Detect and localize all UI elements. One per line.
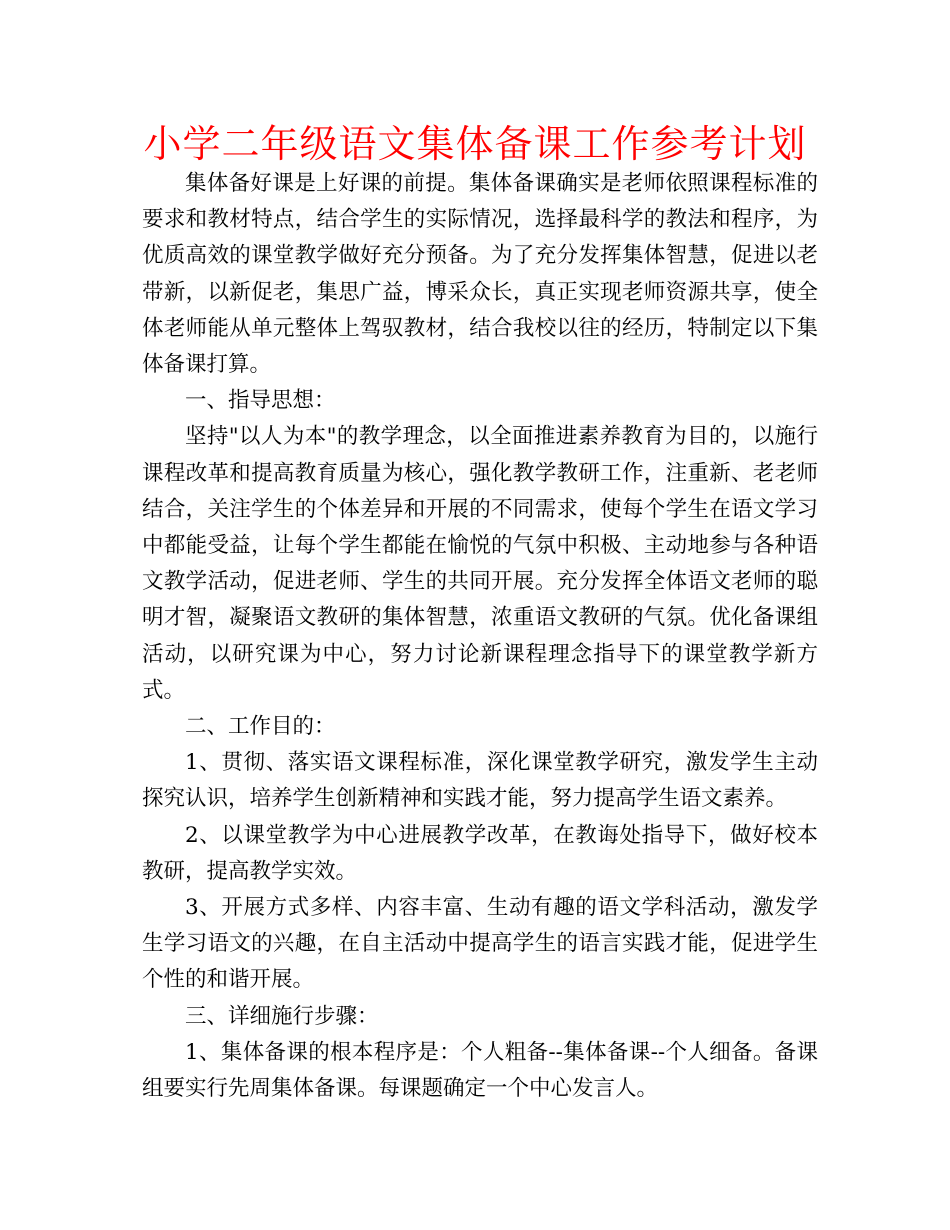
document-title: 小学二年级语文集体备课工作参考计划 xyxy=(143,122,807,166)
paragraph-intro: 集体备好课是上好课的前提。集体备课确实是老师依照课程标准的要求和教材特点，结合学生的实际情况，选择最科学的教法和程序，为优质高效的课堂教学做好充分预备。为了充分发挥集体智慧，促进以老带新，以新促老，集思广益，博采众长，真正实现老师资源共享，使全体老师能从单元整体上驾驭教材，结合我校以往的经历，特制定以下集体备课打算。 xyxy=(142,171,818,378)
paragraph-guiding-thought: 坚持"以人为本"的教学理念，以全面推进素养教育为目的，以施行课程改革和提高教育质量为核心，强化教学教研工作，注重新、老老师结合，关注学生的个体差异和开展的不同需求，使每个学生在语文学习中都能受益，让每个学生都能在愉悦的气氛中积极、主动地参与各种语文教学活动，促进老师、学生的共同开展。充分发挥全体语文老师的聪明才智，凝聚语文教研的集体智慧，浓重语文教研的气氛。优化备课组活动，以研究课为中心，努力讨论新课程理念指导下的课堂教学新方式。 xyxy=(142,424,818,703)
heading-work-goals: 二、工作目的： xyxy=(185,714,336,740)
document-body xyxy=(142,166,818,1107)
heading-implementation-steps: 三、详细施行步骤： xyxy=(185,1003,379,1029)
paragraph-step-1: 1、集体备课的根本程序是：个人粗备--集体备课--个人细备。备课组要实行先周集体备课。每课题确定一个中心发言人。 xyxy=(142,1039,818,1102)
paragraph-goal-1: 1、贯彻、落实语文课程标准，深化课堂教学研究，激发学生主动探究认识，培养学生创新精神和实践才能，努力提高学生语文素养。 xyxy=(142,750,818,812)
paragraph-goal-3: 3、开展方式多样、内容丰富、生动有趣的语文学科活动，激发学生学习语文的兴趣，在自主活动中提高学生的语言实践才能，促进学生个性的和谐开展。 xyxy=(142,895,818,993)
paragraph-goal-2: 2、以课堂教学为中心进展教学改革，在教诲处指导下，做好校本教研，提高教学实效。 xyxy=(142,822,818,884)
heading-guiding-thought: 一、指导思想： xyxy=(185,388,336,414)
